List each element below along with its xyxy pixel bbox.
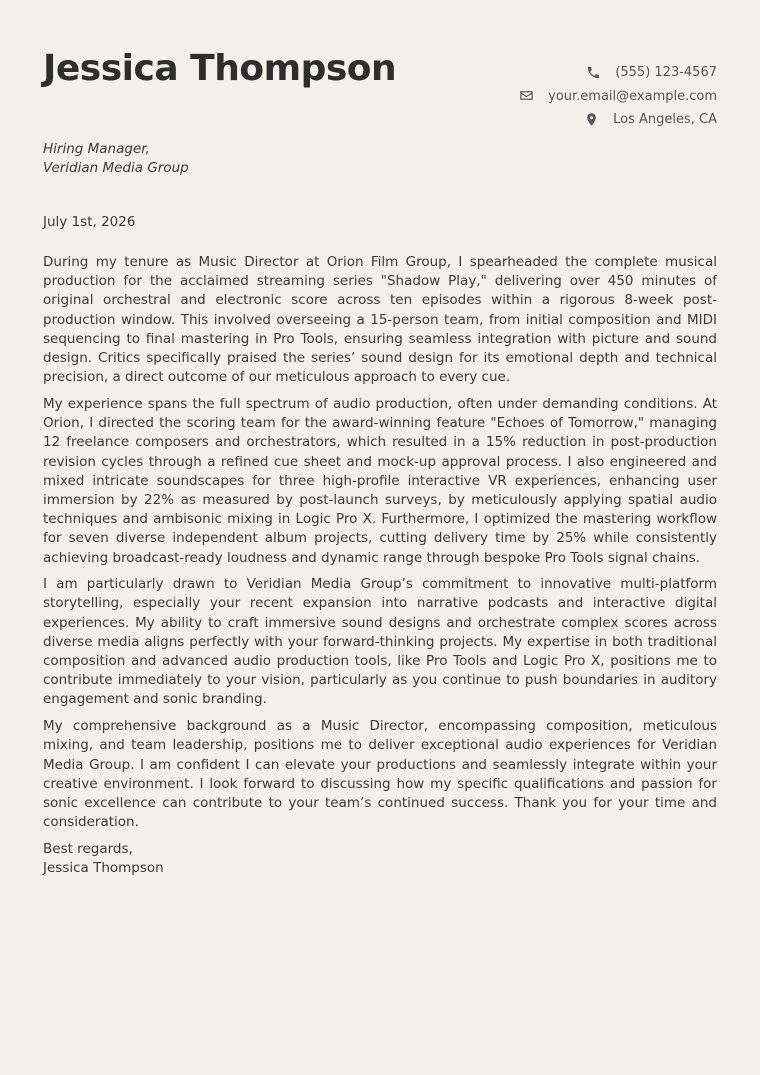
email-text: your.email@example.com xyxy=(548,88,717,104)
body-paragraph-2: My experience spans the full spectrum of audio production, often under demanding conditions. At Orion, I directed the scoring team for the award-winning feature "Echoes of Tomorrow," managing 12 freelance composers and orchestrators, which resulted in a 15% reduction in post-production revision cycles through a refined cue sheet and mock-up approval process. I also engineered and mixed intricate soundscapes for three high-profile interactive VR experiences, enhancing user immersion by 22% as measured by post-launch surveys, by meticulously applying spatial audio techniques and ambisonic mixing in Logic Pro X. Furthermore, I optimized the mastering workflow for seven diverse independent album projects, cutting delivery time by 25% while consistently achieving broadcast-ready loudness and dynamic range through bespoke Pro Tools signal chains. xyxy=(43,395,717,566)
recipient-block xyxy=(43,140,189,178)
contact-phone xyxy=(519,61,717,85)
location-text: Los Angeles, CA xyxy=(613,112,717,128)
body-paragraph-4: My comprehensive background as a Music Director, encompassing composition, meticulous mixing, and team leadership, positions me to deliver exceptional audio experiences for Veridian Media Group. I am confident I can elevate your productions and seamlessly integrate within your creative environment. I look forward to discussing how my specific qualifications and passion for sonic excellence can contribute to your team’s continued success. Thank you for your time and consideration. xyxy=(43,718,717,831)
phone-icon xyxy=(586,65,602,81)
body-paragraph-1: During my tenure as Music Director at Orion Film Group, I spearheaded the complete musical production for the acclaimed streaming series "Shadow Play," delivering over 450 minutes of original orchestral and electronic score across ten episodes within a rigorous 8-week post-production window. This involved overseeing a 15-person team, from initial composition and MIDI sequencing to final mastering in Pro Tools, ensuring seamless integration with picture and sound design. Critics specifically praised the series’ sound design for its emotional depth and technical precision, a direct outcome of our meticulous approach to every cue. xyxy=(43,254,717,386)
closing-signature: Jessica Thompson xyxy=(43,860,164,877)
closing-salutation: Best regards, xyxy=(43,840,133,857)
closing-block xyxy=(43,840,717,878)
body-paragraph-3: I am particularly drawn to Veridian Media Group’s commitment to innovative multi-platform storytelling, especially your recent expansion into narrative podcasts and interactive digital experiences. My ability to craft immersive sound designs and orchestrate complex scores across diverse media aligns perfectly with your forward-thinking projects. My expertise in both traditional composition and advanced audio production tools, like Pro Tools and Logic Pro X, positions me to contribute immediately to your vision, particularly as you continue to push boundaries in auditory engagement and sonic branding. xyxy=(43,576,717,708)
contact-location xyxy=(519,108,717,132)
contact-info xyxy=(519,61,717,132)
contact-email xyxy=(519,85,717,109)
applicant-name: Jessica Thompson xyxy=(43,48,397,89)
recipient-company: Veridian Media Group xyxy=(43,160,189,176)
recipient-title: Hiring Manager, xyxy=(43,141,150,157)
phone-text: (555) 123-4567 xyxy=(615,65,717,81)
map-pin-icon xyxy=(584,112,600,128)
letter-date: July 1st, 2026 xyxy=(43,214,136,230)
envelope-icon xyxy=(519,88,535,104)
letter-body xyxy=(43,253,717,878)
